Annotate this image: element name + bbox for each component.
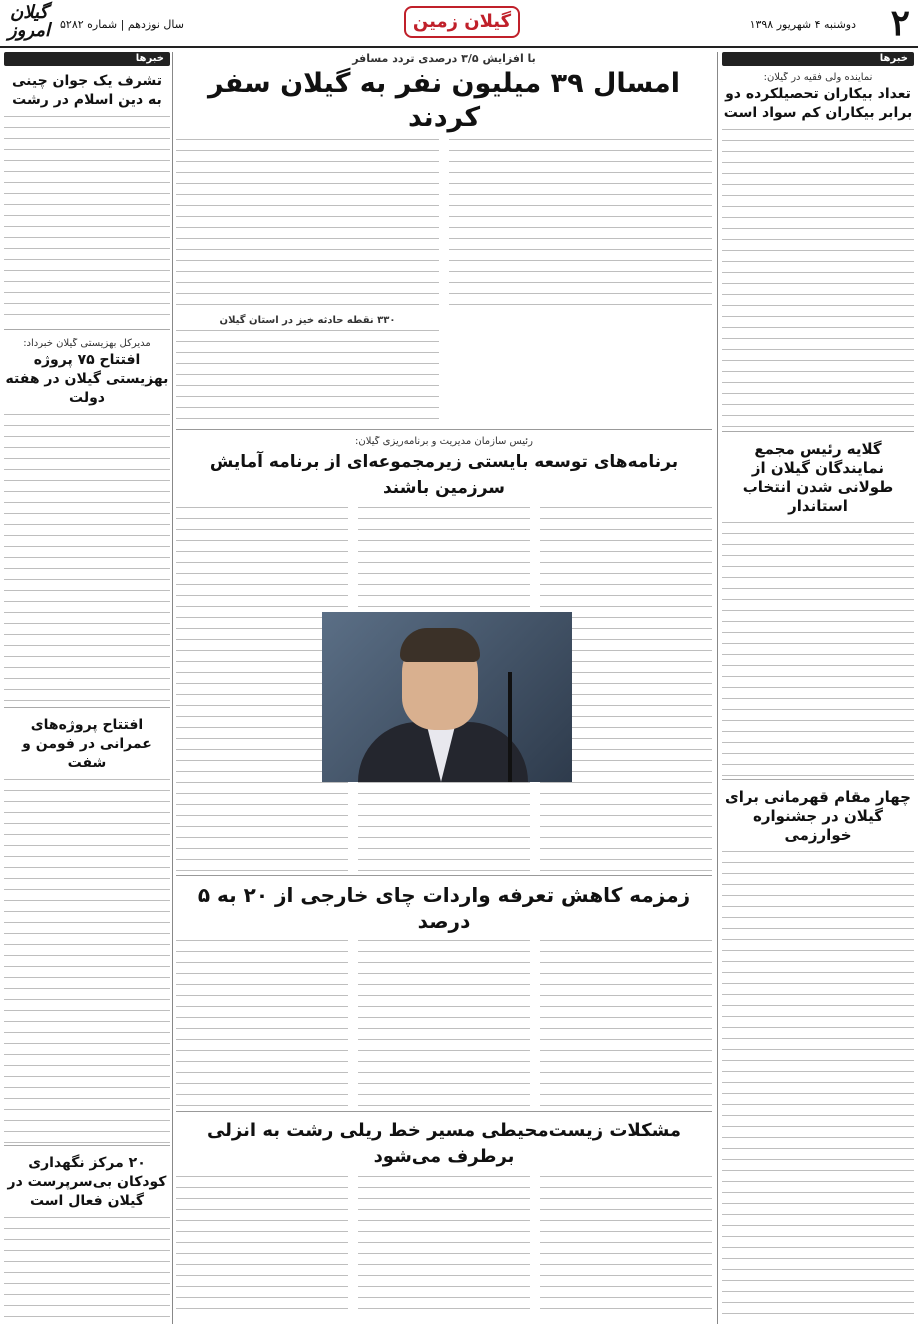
- news-story: [722, 72, 914, 432]
- left-column: [4, 52, 170, 1324]
- column-divider: [717, 52, 718, 1324]
- story-title: گلایه رئیس مجمع نمایندگان گیلان از طولانی شدن انتخاب استاندار: [742, 440, 894, 515]
- news-story: [176, 1118, 712, 1318]
- story-subhead: ۳۳۰ نقطه حادثه خیز در استان گیلان: [219, 315, 396, 326]
- story-body: [449, 139, 712, 309]
- story-title: تعداد بیکاران تحصیلکرده دو برابر بیکاران کم سواد است: [723, 86, 913, 121]
- story-kicker: رئیس سازمان مدیریت و برنامه‌ریزی گیلان:: [355, 436, 533, 447]
- issue-number: سال نوزدهم | شماره ۵۲۸۲: [60, 18, 184, 31]
- story-body: [722, 851, 914, 1324]
- story-title: تشرف یک جوان چینی به دین اسلام در رشت: [12, 73, 162, 108]
- story-body: [540, 940, 712, 1112]
- main-column: [176, 52, 712, 1324]
- official-photo: [322, 612, 572, 782]
- microphone-icon: [508, 672, 512, 782]
- story-kicker: نماینده ولی فقیه در گیلان:: [763, 72, 873, 83]
- lead-title: امسال ۳۹ میلیون نفر به گیلان سفر کردند: [207, 68, 681, 133]
- story-title: مشکلات زیست‌محیطی مسیر خط ریلی رشت به انزلی برطرف می‌شود: [206, 1120, 682, 1167]
- section-title: گیلان زمین: [404, 6, 520, 38]
- news-story: [176, 882, 712, 1112]
- story-body: [4, 414, 170, 708]
- news-story: [4, 1154, 170, 1324]
- lead-story: [176, 52, 712, 430]
- story-body: [4, 779, 170, 1146]
- story-title: زمزمه کاهش تعرفه واردات چای خارجی از ۲۰ به ۵ درصد: [197, 883, 691, 933]
- news-story: [4, 338, 170, 708]
- column-divider: [172, 52, 173, 1324]
- story-body: [176, 1176, 348, 1318]
- news-story: [722, 788, 914, 1324]
- right-column: [722, 52, 914, 1324]
- news-story: [722, 440, 914, 780]
- story-title: ۲۰ مرکز نگهداری کودکان بی‌سرپرست در گیلان فعال است: [7, 1155, 167, 1209]
- story-body: [358, 1176, 530, 1318]
- story-body: [176, 940, 348, 1112]
- page-header: [0, 0, 918, 48]
- story-title: افتتاح ۷۵ پروژه بهزیستی گیلان در هفته دولت: [5, 352, 169, 406]
- news-story: [4, 72, 170, 330]
- news-story: [4, 716, 170, 1146]
- story-body: [4, 116, 170, 316]
- issue-date: دوشنبه ۴ شهریور ۱۳۹۸: [749, 18, 856, 31]
- story-title: چهار مقام قهرمانی برای گیلان در جشنواره خوارزمی: [725, 788, 911, 844]
- story-kicker: مدیرکل بهزیستی گیلان خبرداد:: [23, 338, 151, 349]
- story-title: افتتاح پروژه‌های عمرانی در فومن و شفت: [22, 717, 152, 771]
- newspaper-logo: گیلان امروز: [8, 2, 50, 41]
- story-body: [540, 1176, 712, 1318]
- story-body: [722, 129, 914, 429]
- news-tag: خبرها: [722, 52, 914, 66]
- story-body: [176, 139, 439, 309]
- story-body: [4, 1217, 170, 1324]
- story-kicker: با افزایش ۳/۵ درصدی تردد مسافر: [352, 52, 536, 65]
- page-number: ۲: [890, 2, 910, 44]
- story-title: برنامه‌های توسعه بایستی زیرمجموعه‌ای از برنامه آمایش سرزمین باشند: [209, 452, 679, 498]
- story-body: [358, 940, 530, 1112]
- story-body: [176, 330, 439, 430]
- story-body: [722, 522, 914, 780]
- news-tag: خبرها: [4, 52, 170, 66]
